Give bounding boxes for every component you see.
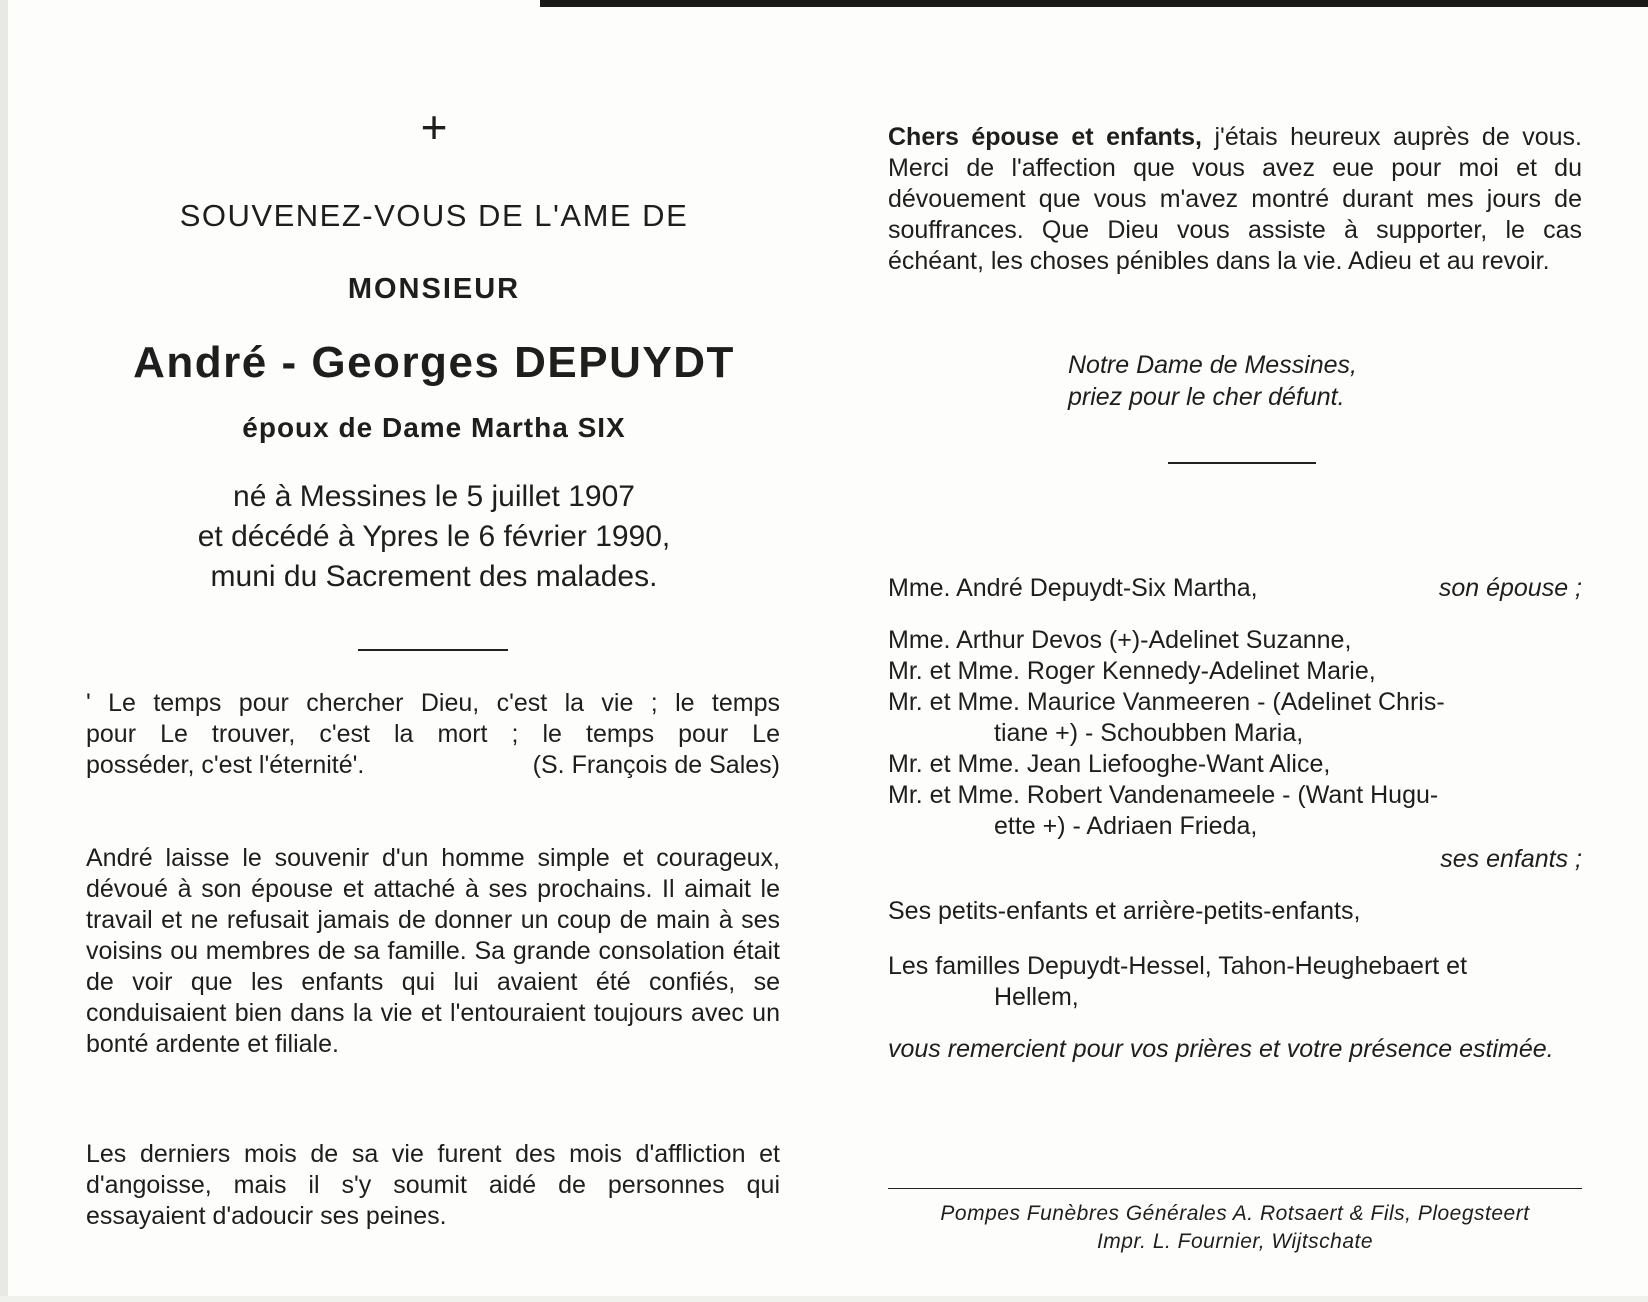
quote-text: posséder, c'est l'éternité'. xyxy=(86,751,365,779)
families-entry xyxy=(888,951,1582,1013)
last-months-paragraph: Les derniers mois de sa vie furent des mois d'affliction et d'angoisse, mais il s'y soumit aidé de personnes qui essayaient d'adoucir ses peines. xyxy=(86,1140,780,1230)
sacrament-line: muni du Sacrement des malades. xyxy=(210,560,658,593)
thanks-line: vous remercient pour vos prières et votre présence estimée. xyxy=(888,1035,1554,1063)
quote-author: (S. François de Sales) xyxy=(532,751,780,779)
farewell-paragraph xyxy=(888,122,1582,277)
prayer-invocation xyxy=(1068,349,1357,413)
children-role: ses enfants ; xyxy=(1440,845,1582,873)
printer-rule xyxy=(888,1188,1582,1189)
death-line: et décédé à Ypres le 6 février 1990, xyxy=(197,520,671,553)
child-line: Mme. Arthur Devos (+)-Adelinet Suzanne, xyxy=(888,626,1352,654)
child-line: tiane +) - Schoubben Maria, xyxy=(994,719,1304,747)
left-edge-shadow xyxy=(0,0,8,1302)
cross-icon: + xyxy=(420,101,448,153)
wife-name: Mme. André Depuydt-Six Martha, xyxy=(888,574,1258,602)
children-list xyxy=(888,625,1582,875)
farewell-lead: Chers épouse et enfants, xyxy=(888,123,1202,151)
grandchildren-line: Ses petits-enfants et arrière-petits-enfants, xyxy=(888,897,1361,925)
child-line: Mr. et Mme. Maurice Vanmeeren - (Adelinet Chris- xyxy=(888,688,1445,716)
child-line: Mr. et Mme. Jean Liefooghe-Want Alice, xyxy=(888,750,1331,778)
top-edge-shadow xyxy=(540,0,1648,7)
divider-right xyxy=(1168,462,1316,464)
printer-line-1: Pompes Funèbres Générales A. Rotsaert & Fils, Ploegsteert xyxy=(940,1202,1530,1225)
quote-paragraph xyxy=(86,688,780,781)
child-line: Mr. et Mme. Roger Kennedy-Adelinet Marie, xyxy=(888,657,1376,685)
child-line: Mr. et Mme. Robert Vandenameele - (Want Hugu- xyxy=(888,781,1439,809)
bottom-edge xyxy=(0,1296,1648,1302)
remember-heading: SOUVENEZ-VOUS DE L'AME DE xyxy=(179,198,689,233)
prayer-line-1: Notre Dame de Messines, xyxy=(1068,351,1358,379)
wife-role: son épouse ; xyxy=(1438,574,1582,602)
prayer-line-2: priez pour le cher défunt. xyxy=(1068,383,1345,411)
deceased-name: André - Georges DEPUYDT xyxy=(133,338,735,387)
quote-line-3 xyxy=(86,750,780,781)
farewell-text: j'étais heureux auprès de vous. Merci de l'affection que vous avez eue pour moi et du dévouement que vous m'avez montré durant mes jours de souffrances. Que Dieu vous assiste à supporter, le cas échéant, les choses pénibles dans la vie. Adieu et au revoir. xyxy=(888,123,1582,275)
quote-line-2: pour Le trouver, c'est la mort ; le temps pour Le xyxy=(86,720,780,748)
dates-block xyxy=(86,477,782,597)
wife-entry xyxy=(888,573,1582,604)
families-line-2: Hellem, xyxy=(994,983,1079,1011)
birth-line: né à Messines le 5 juillet 1907 xyxy=(233,480,635,513)
spouse-line: époux de Dame Martha SIX xyxy=(242,412,626,443)
child-line: ette +) - Adriaen Frieda, xyxy=(994,812,1258,840)
divider-left xyxy=(358,649,508,651)
title-heading: MONSIEUR xyxy=(347,273,521,305)
quote-line-1: ' Le temps pour chercher Dieu, c'est la vie ; le temps xyxy=(86,689,780,717)
families-line-1: Les familles Depuydt-Hessel, Tahon-Heughebaert et xyxy=(888,952,1468,980)
printer-credits xyxy=(888,1200,1582,1256)
printer-line-2: Impr. L. Fournier, Wijtschate xyxy=(1096,1230,1374,1253)
memory-paragraph: André laisse le souvenir d'un homme simple et courageux, dévoué à son épouse et attaché à ses prochains. Il aimait le travail et ne refusait jamais de donner un coup de main à ses voisins ou membres de sa famille. Sa grande consolation était de voir que les enfants qui lui avaient été confiés, se conduisaient bien dans la vie et l'entouraient toujours avec un bonté ardente et filiale. xyxy=(86,844,780,1058)
